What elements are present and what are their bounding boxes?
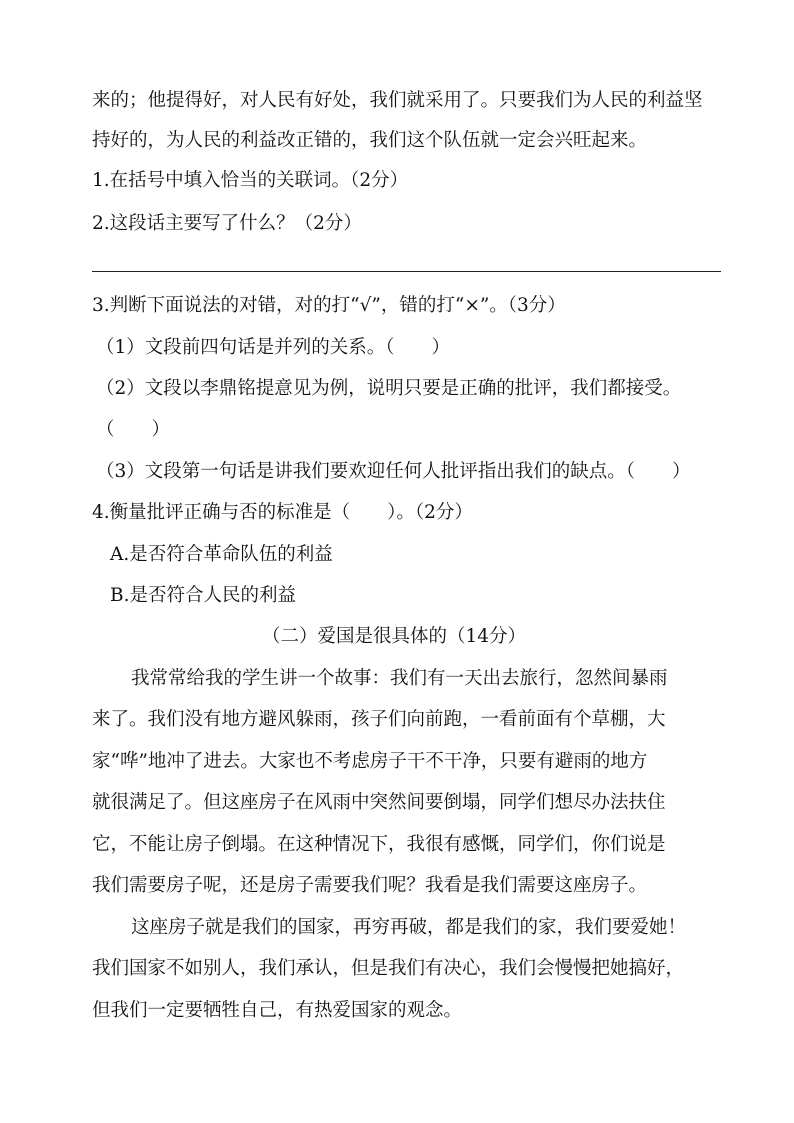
passage-line: 这座房子就是我们的国家，再穷再破，都是我们的家，我们要爱她！ bbox=[131, 917, 687, 938]
question-2: 2.这段话主要写了什么？（2分） bbox=[92, 213, 362, 234]
question-1: 1.在括号中填入恰当的关联词。（2分） bbox=[92, 170, 409, 191]
option-b: B.是否符合人民的利益 bbox=[110, 585, 296, 606]
statement-1: （1）文段前四句话是并列的关系。（ ） bbox=[96, 337, 451, 358]
question-4: 4.衡量批评正确与否的标准是（ ）。（2分） bbox=[92, 502, 473, 523]
statement-2: （2）文段以李鼎铭提意见为例，说明只要是正确的批评，我们都接受。 bbox=[96, 378, 682, 399]
question-3: 3.判断下面说法的对错，对的打“√”，错的打“×”。（3分） bbox=[92, 295, 566, 316]
passage-line: 它，不能让房子倒塌。在这种情况下，我很有感慨，同学们，你们说是 bbox=[92, 834, 666, 855]
passage-line: 持好的，为人民的利益改正错的，我们这个队伍就一定会兴旺起来。 bbox=[92, 130, 648, 151]
statement-2-bracket: （ ） bbox=[96, 419, 171, 440]
passage-line: 但我们一定要牺牲自己，有热爱国家的观念。 bbox=[92, 1000, 463, 1021]
passage-line: 就很满足了。但这座房子在风雨中突然间要倒塌，同学们想尽办法扶住 bbox=[92, 792, 666, 813]
answer-line bbox=[92, 271, 721, 272]
passage-line: 来的；他提得好，对人民有好处，我们就采用了。只要我们为人民的利益坚 bbox=[92, 90, 703, 111]
section-title: （二）爱国是很具体的（14分） bbox=[262, 626, 527, 647]
option-a: A.是否符合革命队伍的利益 bbox=[110, 544, 333, 565]
passage-line: 家“哗”地冲了进去。大家也不考虑房子干不干净，只要有避雨的地方 bbox=[92, 751, 648, 772]
passage-line: 来了。我们没有地方避风躲雨，孩子们向前跑，一看前面有个草棚，大 bbox=[92, 709, 666, 730]
passage-line: 我常常给我的学生讲一个故事：我们有一天出去旅行，忽然间暴雨 bbox=[131, 668, 668, 689]
passage-line: 我们需要房子呢，还是房子需要我们呢？我看是我们需要这座房子。 bbox=[92, 875, 648, 896]
passage-line: 我们国家不如别人，我们承认，但是我们有决心，我们会慢慢把她搞好， bbox=[92, 958, 685, 979]
statement-3: （3）文段第一句话是讲我们要欢迎任何人批评指出我们的缺点。（ ） bbox=[96, 461, 691, 482]
